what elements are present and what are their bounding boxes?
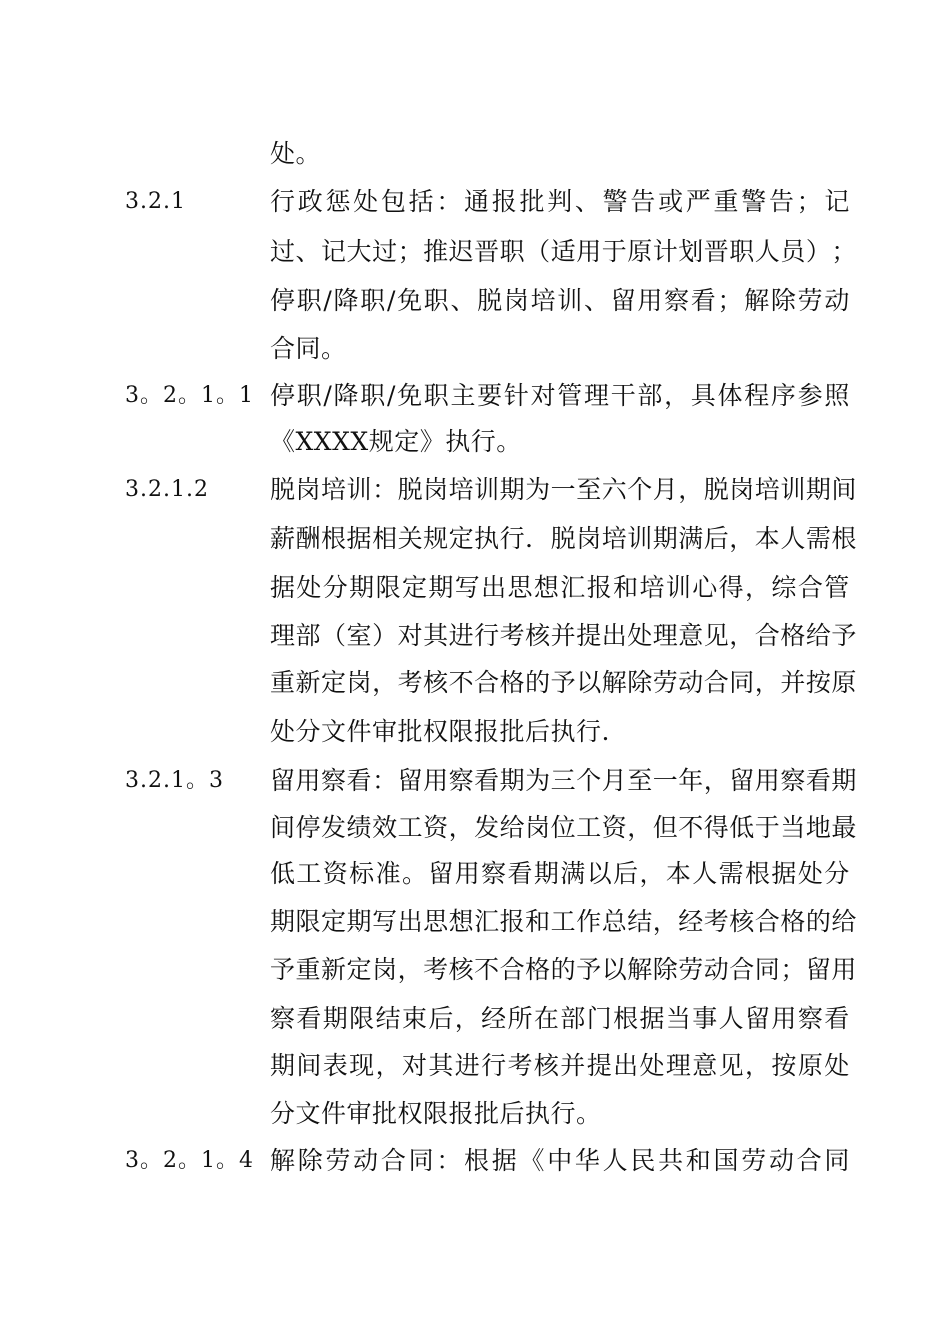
clause-line: 停 职 / 降 职 / 免 职 主 要 针 对 管 理 干 部 ， 具 体 程 序 参 照: [270, 381, 850, 410]
clause-line: 行 政 惩 处 包 括 ： 通 报 批 判 、 警 告 或 严 重 警 告 ； 记: [270, 187, 850, 216]
clause-line: 《XXXX规定》执行。: [270, 427, 522, 456]
clause-line: 予 重 新 定 岗 ， 考 核 不 合 格 的 予 以 解 除 劳 动 合 同 ； 留 用: [270, 955, 857, 984]
clause-line: 重 新 定 岗 ， 考 核 不 合 格 的 予 以 解 除 劳 动 合 同 ， 并 按 原: [270, 668, 857, 697]
clause-number: 3。2。1。4: [125, 1148, 254, 1173]
clause-line: 期 限 定 期 写 出 思 想 汇 报 和 工 作 总 结 ， 经 考 核 合 格 的 给: [270, 907, 857, 936]
clause-line: 理 部 （ 室 ） 对 其 进 行 考 核 并 提 出 处 理 意 见 ， 合 格 给 予: [270, 621, 857, 650]
clause-line: 停 职 / 降 职 / 免 职 、 脱 岗 培 训 、 留 用 察 看 ； 解 除 劳 动: [270, 286, 850, 315]
clause-line: 薪 酬 根 据 相 关 规 定 执 行 ． 脱 岗 培 训 期 满 后 ， 本 人 需 根: [270, 524, 857, 553]
clause-number: 3.2.1: [125, 189, 186, 214]
clause-number: 3.2.1.2: [125, 477, 209, 502]
continuation-text: 处。: [270, 139, 322, 168]
clause-line: 解 除 劳 动 合 同 ： 根 据 《 中 华 人 民 共 和 国 劳 动 合 同: [270, 1146, 850, 1175]
clause-line: 期 间 表 现 ， 对 其 进 行 考 核 并 提 出 处 理 意 见 ， 按 原 处: [270, 1051, 850, 1080]
clause-line: 据 处 分 期 限 定 期 写 出 思 想 汇 报 和 培 训 心 得 ， 综 合 管: [270, 573, 850, 602]
clause-number: 3.2.1。3: [125, 768, 224, 793]
clause-line: 间 停 发 绩 效 工 资 ， 发 给 岗 位 工 资 ， 但 不 得 低 于 当 地 最: [270, 813, 857, 842]
clause-line: 脱 岗 培 训 ： 脱 岗 培 训 期 为 一 至 六 个 月 ， 脱 岗 培 训 期 间: [270, 475, 857, 504]
clause-line: 过 、 记 大 过 ； 推 迟 晋 职 （ 适 用 于 原 计 划 晋 职 人 员 ） ；: [270, 237, 857, 266]
clause-line: 留 用 察 看 ： 留 用 察 看 期 为 三 个 月 至 一 年 ， 留 用 察 看 期: [270, 766, 857, 795]
clause-number: 3。2。1。1: [125, 383, 254, 408]
clause-line: 处分文件审批权限报批后执行.: [270, 717, 610, 746]
clause-line: 低 工 资 标 准 。 留 用 察 看 期 满 以 后 ， 本 人 需 根 据 处 分: [270, 859, 850, 888]
clause-line: 分文件审批权限报批后执行。: [270, 1099, 602, 1128]
clause-line: 察 看 期 限 结 束 后 ， 经 所 在 部 门 根 据 当 事 人 留 用 察 看: [270, 1004, 850, 1033]
clause-line: 合同。: [270, 334, 347, 363]
